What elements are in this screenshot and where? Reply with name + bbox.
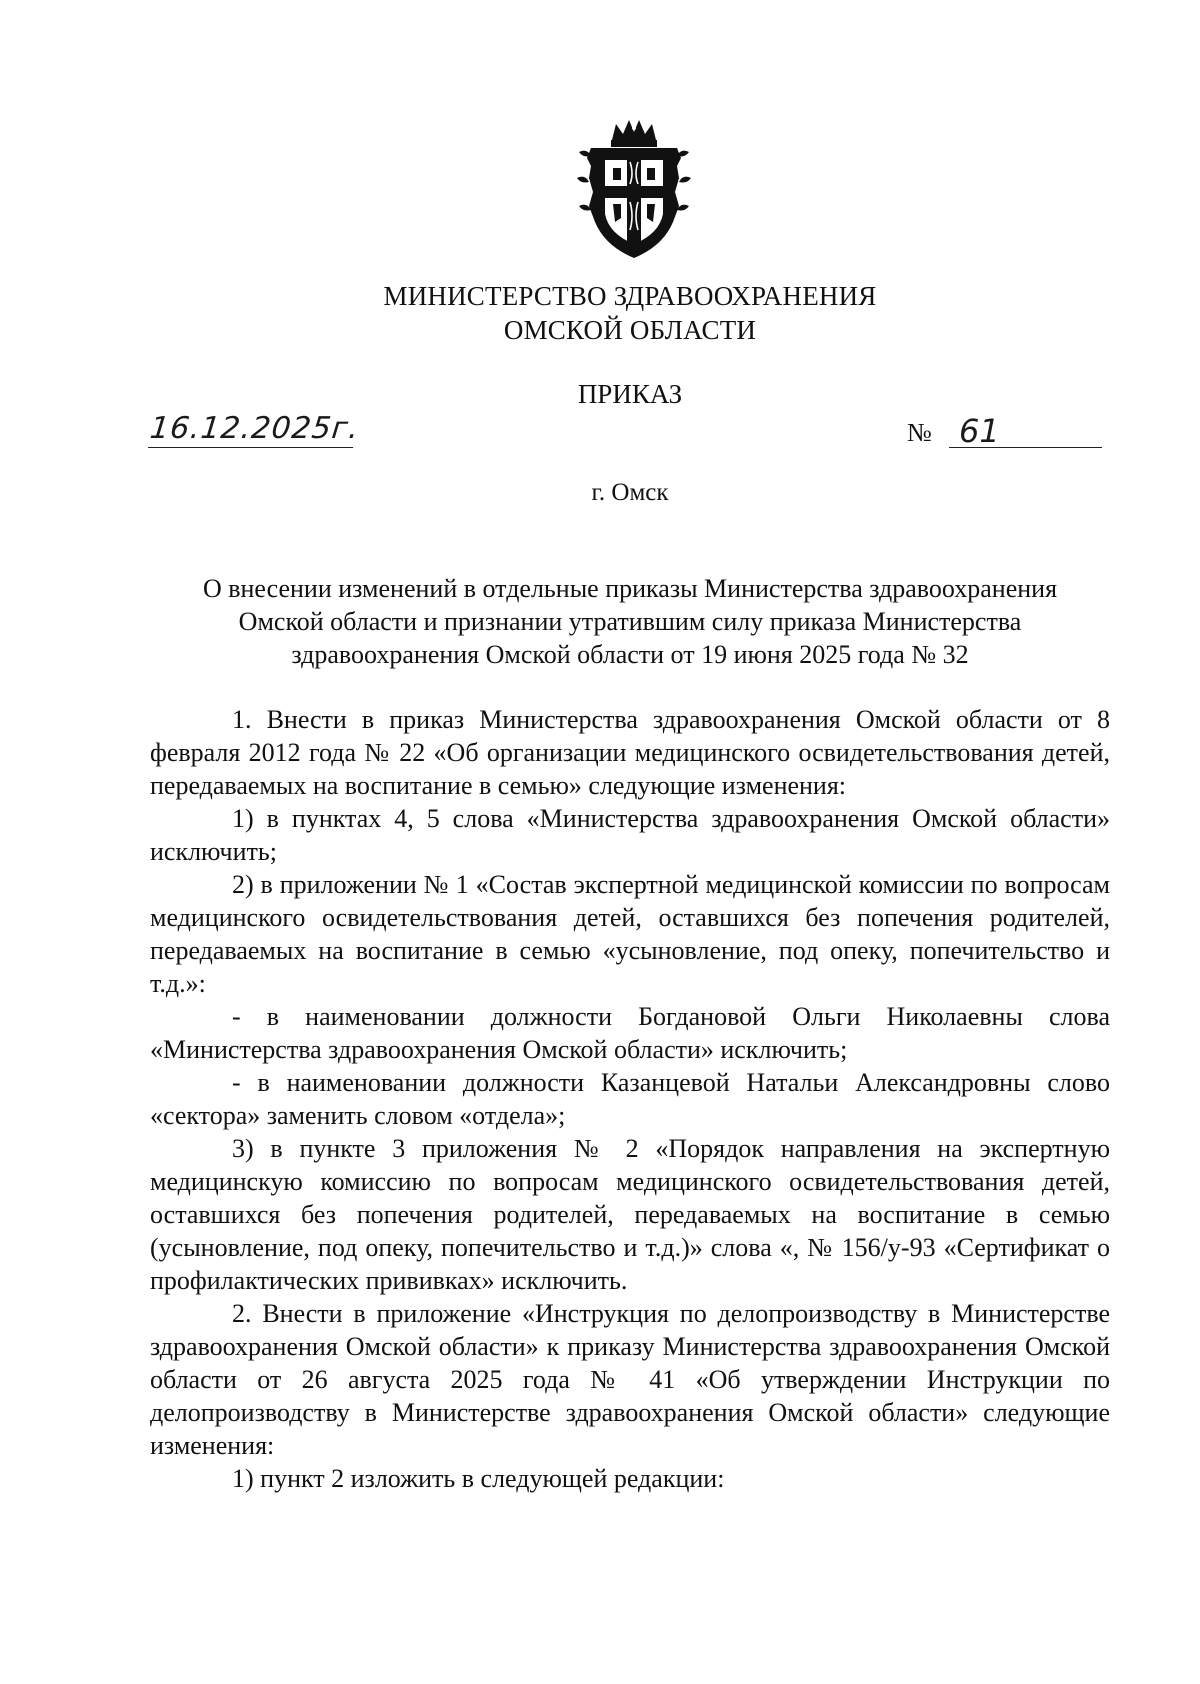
subparagraph-1-3: 3) в пункте 3 приложения № 2 «Порядок направления на экспертную медицинскую комиссию по вопросам медицинского освидетельствования детей, оставшихся без попечения родителей, передаваемых на воспитание в семью (усыновление, под опеку, попечительство и т.д.)» слова «, № 156/у-93 «Сертификат о профилактических прививках» исключить. — [150, 1134, 1110, 1295]
subparagraph-2-1: 1) пункт 2 изложить в следующей редакции: — [232, 1464, 725, 1493]
number-sign: № — [907, 418, 932, 447]
order-number: 61 — [949, 412, 1102, 448]
ministry-name-line2: ОМСКОЙ ОБЛАСТИ — [503, 315, 757, 345]
coat-of-arms-icon — [569, 118, 699, 263]
subject-line: О внесении изменений в отдельные приказы Министерства здравоохранения — [202, 574, 1058, 603]
order-body — [150, 703, 1110, 1495]
city-name: г. Омск — [591, 479, 669, 506]
dash-item-kazantseva: - в наименовании должности Казанцевой Натальи Александровны слово «сектора» заменить словом «отдела»; — [150, 1068, 1110, 1130]
order-subject — [150, 572, 1110, 671]
subject-line: здравоохранения Омской области от 19 июня 2025 года № 32 — [291, 640, 969, 669]
paragraph-item-1: 1. Внести в приказ Министерства здравоохранения Омской области от 8 февраля 2012 года № 22 «Об организации медицинского освидетельствования детей, передаваемых на воспитание в семью» следующие изменения: — [150, 705, 1110, 800]
ministry-name-line1: МИНИСТЕРСТВО ЗДРАВООХРАНЕНИЯ — [383, 281, 877, 311]
order-date: 16.12.2025г. — [148, 411, 362, 446]
dash-item-bogdanova: - в наименовании должности Богдановой Ольги Николаевны слова «Министерства здравоохранения Омской области» исключить; — [150, 1002, 1110, 1064]
subparagraph-1-1: 1) в пунктах 4, 5 слова «Министерства здравоохранения Омской области» исключить; — [150, 804, 1110, 866]
document-type-title: ПРИКАЗ — [577, 379, 683, 409]
paragraph-item-2: 2. Внести в приложение «Инструкция по делопроизводству в Министерстве здравоохранения Омской области» к приказу Министерства здравоохранения Омской области от 26 августа 2025 года № 41 «Об утверждении Инструкции по делопроизводству в Министерстве здравоохранения Омской области» следующие изменения: — [150, 1299, 1110, 1460]
subparagraph-1-2: 2) в приложении № 1 «Состав экспертной медицинской комиссии по вопросам медицинского освидетельствования детей, оставшихся без попечения родителей, передаваемых на воспитание в семью «усыновление, под опеку, попечительство и т.д.»: — [150, 870, 1110, 998]
subject-line: Омской области и признании утратившим силу приказа Министерства — [238, 607, 1022, 636]
